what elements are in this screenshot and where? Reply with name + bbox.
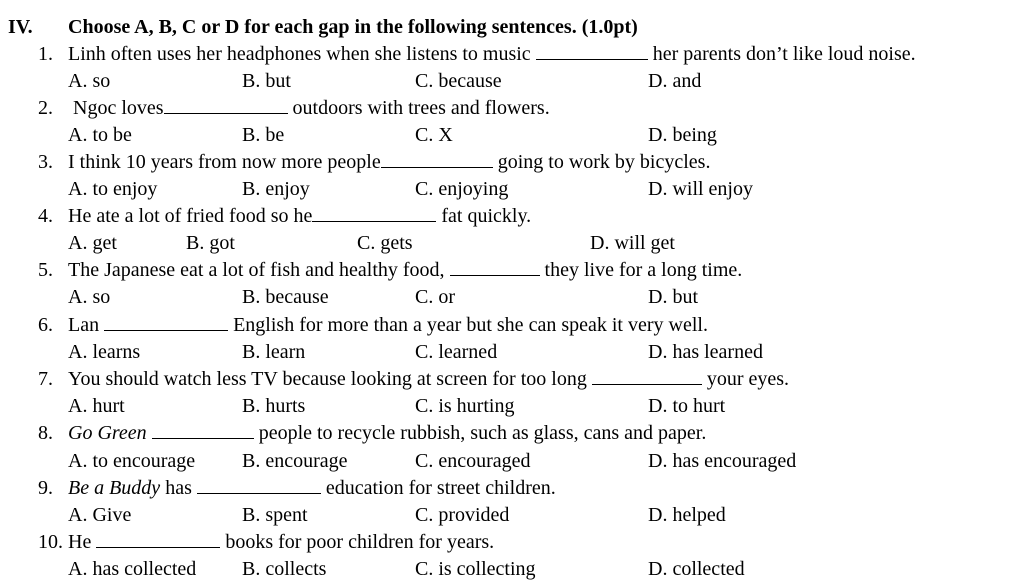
answer-blank[interactable] (104, 313, 228, 331)
question-text-after: English for more than a year but she can speak it very well. (233, 314, 708, 336)
question-10 (38, 530, 494, 554)
option-d[interactable]: D. helped (648, 504, 726, 526)
option-b[interactable]: B. because (242, 286, 329, 308)
question-text-before: has (165, 477, 192, 499)
option-d[interactable]: D. has learned (648, 341, 763, 363)
question-text-after: your eyes. (706, 368, 790, 390)
option-d[interactable]: D. to hurt (648, 395, 726, 417)
question-text-after: they live for a long time. (544, 259, 743, 281)
answer-blank[interactable] (312, 204, 436, 222)
question-text-before: The Japanese eat a lot of fish and healthy food, (68, 259, 445, 281)
option-a[interactable]: A. to be (68, 124, 132, 146)
question-number: 8. (38, 422, 53, 444)
question-number: 4. (38, 205, 53, 227)
question-text-after: her parents don’t like loud noise. (652, 43, 916, 65)
question-number: 3. (38, 151, 53, 173)
question-text-before: Lan (68, 314, 100, 336)
question-5 (38, 258, 742, 282)
question-text-before: Ngoc loves (73, 97, 164, 119)
option-d[interactable]: D. has encouraged (648, 450, 797, 472)
option-b[interactable]: B. got (186, 232, 235, 254)
option-a[interactable]: A. hurt (68, 395, 125, 417)
answer-blank[interactable] (164, 96, 288, 114)
option-a[interactable]: A. so (68, 286, 111, 308)
question-text-after: outdoors with trees and flowers. (292, 97, 550, 119)
question-text-italic: Be a Buddy (68, 477, 161, 499)
question-9 (38, 476, 556, 500)
question-text-before: Linh often uses her headphones when she listens to music (68, 43, 531, 65)
question-2 (38, 96, 550, 120)
question-8 (38, 421, 706, 445)
question-number: 2. (38, 97, 53, 119)
answer-blank[interactable] (536, 42, 648, 60)
question-text-after: going to work by bicycles. (497, 151, 711, 173)
answer-blank[interactable] (381, 150, 493, 168)
option-d[interactable]: D. but (648, 286, 698, 308)
question-1 (38, 42, 916, 66)
option-a[interactable]: A. Give (68, 504, 132, 526)
option-c[interactable]: C. provided (415, 504, 510, 526)
option-b[interactable]: B. enjoy (242, 178, 310, 200)
question-text-after: people to recycle rubbish, such as glass, cans and paper. (258, 422, 707, 444)
option-d[interactable]: D. will enjoy (648, 178, 753, 200)
option-d[interactable]: D. collected (648, 558, 745, 580)
option-a[interactable]: A. to enjoy (68, 178, 158, 200)
question-text-before: He ate a lot of fried food so he (68, 205, 313, 227)
option-b[interactable]: B. collects (242, 558, 327, 580)
option-c[interactable]: C. is hurting (415, 395, 515, 417)
option-b[interactable]: B. be (242, 124, 285, 146)
option-b[interactable]: B. hurts (242, 395, 306, 417)
option-c[interactable]: C. or (415, 286, 455, 308)
question-number: 10. (38, 531, 63, 553)
option-b[interactable]: B. encourage (242, 450, 348, 472)
question-text-before: He (68, 531, 92, 553)
option-c[interactable]: C. gets (357, 232, 413, 254)
question-text-before: I think 10 years from now more people (68, 151, 381, 173)
option-b[interactable]: B. but (242, 70, 291, 92)
option-d[interactable]: D. will get (590, 232, 675, 254)
option-b[interactable]: B. spent (242, 504, 308, 526)
question-text-before: You should watch less TV because looking at screen for too long (68, 368, 587, 390)
question-number: 7. (38, 368, 53, 390)
option-a[interactable]: A. so (68, 70, 111, 92)
answer-blank[interactable] (96, 530, 220, 548)
section-title: Choose A, B, C or D for each gap in the following sentences. (1.0pt) (68, 16, 638, 38)
question-4 (38, 204, 531, 228)
section-heading (8, 14, 638, 40)
question-text-after: books for poor children for years. (225, 531, 495, 553)
question-text-after: fat quickly. (441, 205, 532, 227)
option-a[interactable]: A. learns (68, 341, 141, 363)
option-c[interactable]: C. enjoying (415, 178, 509, 200)
question-3 (38, 150, 710, 174)
option-c[interactable]: C. learned (415, 341, 498, 363)
question-number: 5. (38, 259, 53, 281)
option-d[interactable]: D. and (648, 70, 702, 92)
answer-blank[interactable] (592, 367, 702, 385)
section-number: IV. (8, 16, 33, 38)
option-a[interactable]: A. to encourage (68, 450, 196, 472)
option-c[interactable]: C. X (415, 124, 453, 146)
answer-blank[interactable] (450, 258, 540, 276)
option-b[interactable]: B. learn (242, 341, 306, 363)
option-c[interactable]: C. is collecting (415, 558, 536, 580)
question-number: 1. (38, 43, 53, 65)
option-c[interactable]: C. encouraged (415, 450, 531, 472)
answer-blank[interactable] (152, 421, 254, 439)
option-a[interactable]: A. get (68, 232, 117, 254)
question-6 (38, 313, 708, 337)
answer-blank[interactable] (197, 476, 321, 494)
option-c[interactable]: C. because (415, 70, 502, 92)
option-d[interactable]: D. being (648, 124, 717, 146)
question-text-after: education for street children. (325, 477, 556, 499)
question-text-italic: Go Green (68, 422, 147, 444)
option-a[interactable]: A. has collected (68, 558, 197, 580)
question-number: 9. (38, 477, 53, 499)
question-7 (38, 367, 789, 391)
question-number: 6. (38, 314, 53, 336)
